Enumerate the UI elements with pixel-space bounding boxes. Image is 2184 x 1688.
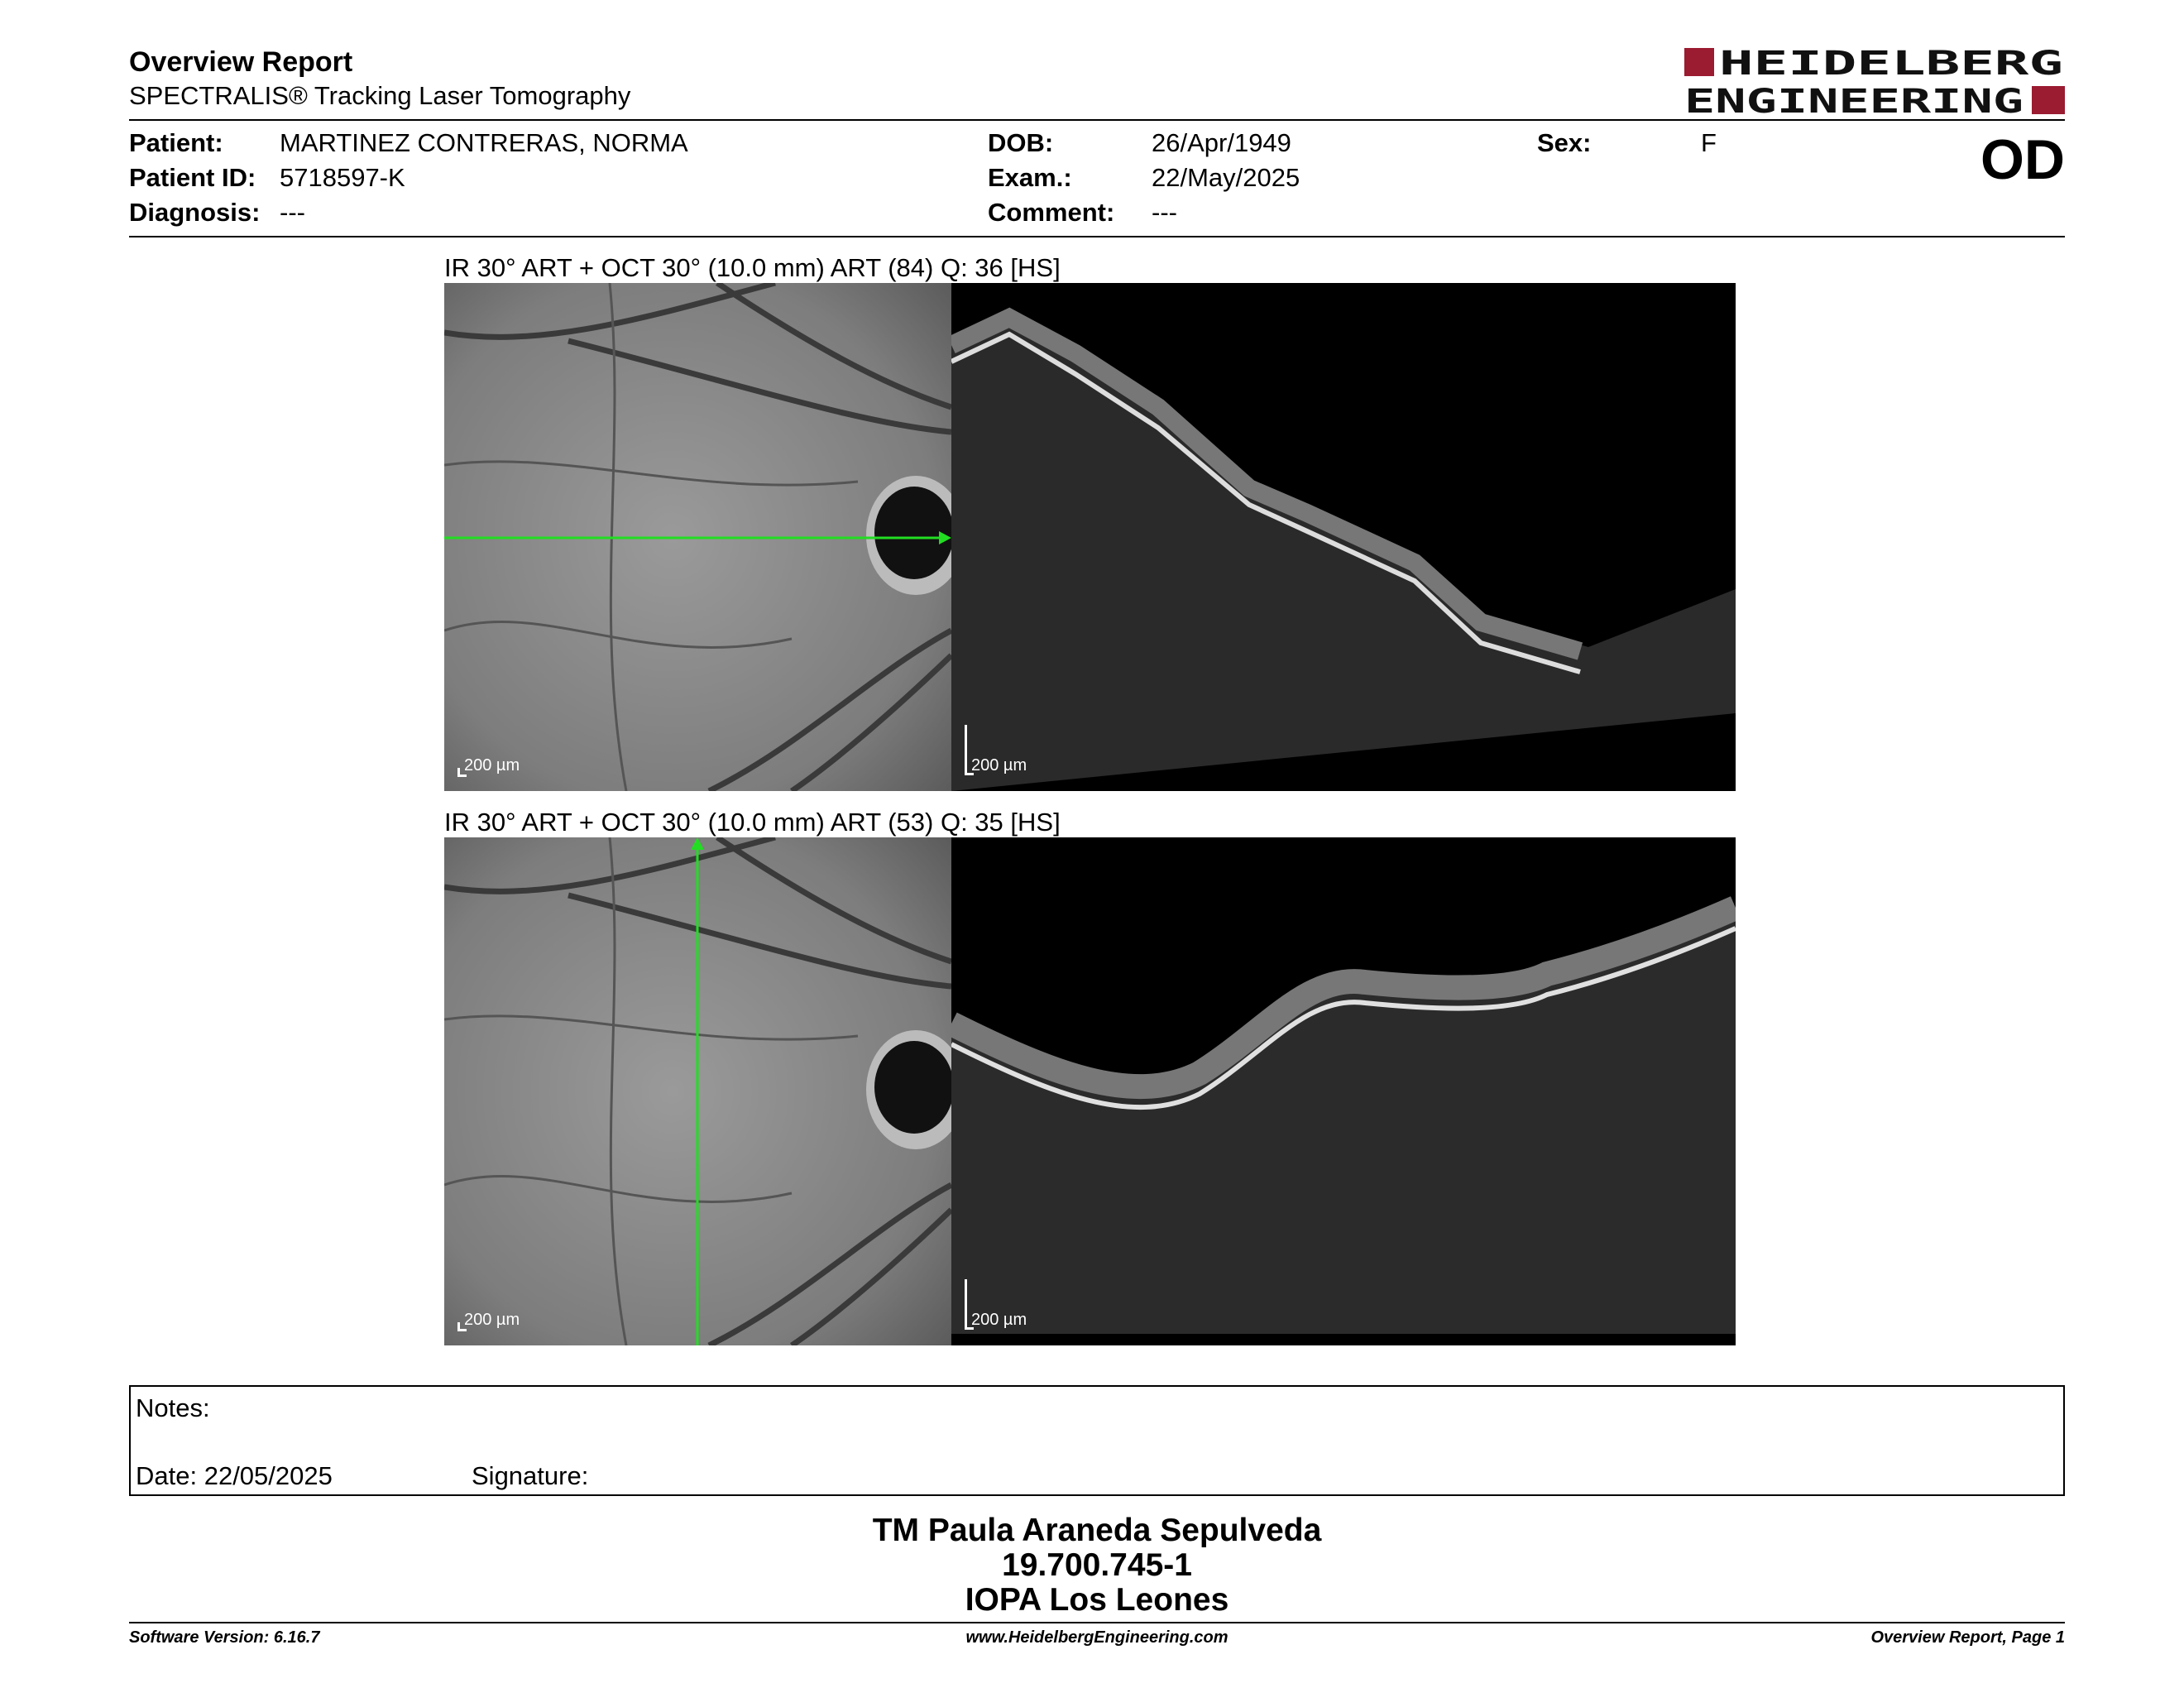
scan1-label: IR 30° ART + OCT 30° (10.0 mm) ART (84) Q: 36 [HS] — [444, 253, 1061, 282]
scan2-label: IR 30° ART + OCT 30° (10.0 mm) ART (53) Q: 35 [HS] — [444, 808, 1061, 837]
dob-label: DOB: — [988, 128, 1054, 157]
page-indicator: Overview Report, Page 1 — [1870, 1628, 2065, 1647]
heidelberg-logo — [1684, 45, 2065, 117]
report-title: Overview Report — [129, 46, 353, 78]
logo-line2: ENGINEERING — [1684, 83, 2024, 117]
scan1-oct-scale: 200 µm — [971, 756, 1027, 774]
scan2-ir-scale: 200 µm — [464, 1311, 520, 1329]
notes-label: Notes: — [136, 1393, 210, 1422]
software-version: Software Version: 6.16.7 — [129, 1628, 320, 1647]
footer-rule — [129, 1622, 2065, 1623]
exam-value: 22/May/2025 — [1152, 163, 1300, 192]
diagnosis-label: Diagnosis: — [129, 198, 261, 227]
signatory-id: 19.700.745-1 — [1002, 1547, 1192, 1583]
patient-label: Patient: — [129, 128, 223, 157]
website-link[interactable]: www.HeidelbergEngineering.com — [965, 1628, 1228, 1647]
eye-indicator: OD — [1980, 128, 2065, 191]
dob-value: 26/Apr/1949 — [1152, 128, 1291, 157]
signature-label: Signature: — [472, 1461, 589, 1490]
scan1-ir-image — [444, 283, 951, 791]
patient-id-label: Patient ID: — [129, 163, 256, 192]
scan2-oct-bscan — [951, 837, 1736, 1345]
report-subtitle: SPECTRALIS® Tracking Laser Tomography — [129, 81, 631, 110]
notes-date: Date: 22/05/2025 — [136, 1461, 333, 1490]
scan1-ir-scale: 200 µm — [464, 756, 520, 774]
scan1-oct-bscan — [951, 283, 1736, 791]
logo-line1: HEIDELBERG — [1719, 45, 2063, 83]
comment-label: Comment: — [988, 198, 1115, 227]
patient-id: 5718597-K — [280, 163, 405, 192]
exam-label: Exam.: — [988, 163, 1072, 192]
notes-box[interactable] — [129, 1385, 2065, 1496]
comment-value: --- — [1152, 198, 1177, 227]
diagnosis-value: --- — [280, 198, 305, 227]
scan2-ir-image — [444, 837, 951, 1345]
signatory-name: TM Paula Araneda Sepulveda — [872, 1513, 1322, 1548]
signatory-institution: IOPA Los Leones — [965, 1582, 1229, 1618]
patient-rule — [129, 236, 2065, 237]
scan2-oct-scale: 200 µm — [971, 1311, 1027, 1329]
sex-value: F — [1701, 128, 1717, 157]
sex-label: Sex: — [1537, 128, 1592, 157]
patient-name: MARTINEZ CONTRERAS, NORMA — [280, 128, 688, 157]
header-rule — [129, 119, 2065, 121]
